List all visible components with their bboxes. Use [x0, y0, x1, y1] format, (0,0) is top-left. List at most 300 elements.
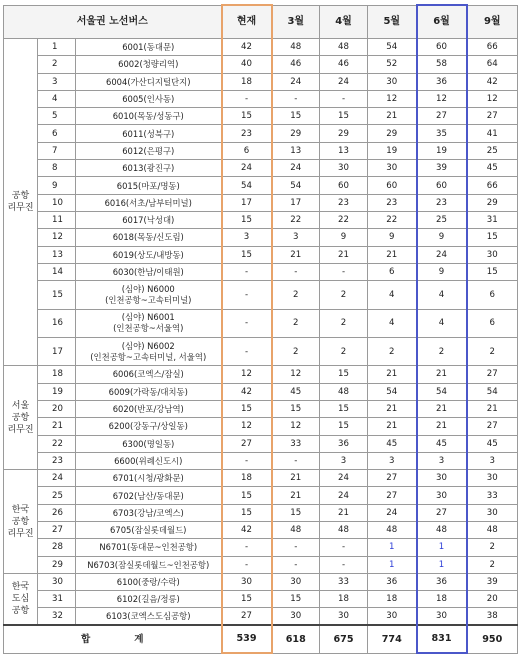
cell-value: 21: [272, 470, 320, 487]
group-label: 공항 리무진: [4, 39, 38, 366]
cell-value: 30: [467, 470, 518, 487]
total-label-text: [81, 635, 144, 645]
cell-value: 23: [320, 194, 368, 211]
cell-value: 48: [272, 39, 320, 56]
table-row: [4, 263, 518, 280]
cell-value: 19: [368, 142, 417, 159]
cell-value: 41: [467, 125, 518, 142]
table-row: [4, 556, 518, 573]
cell-value: 21: [368, 366, 417, 383]
cell-value: 33: [320, 573, 368, 590]
cell-value: 21: [417, 418, 467, 435]
cell-value: 60: [368, 177, 417, 194]
table-row: [4, 452, 518, 469]
cell-value: 12: [272, 366, 320, 383]
cell-value: 42: [222, 383, 272, 400]
cell-value: 52: [368, 56, 417, 73]
cell-value: 3: [467, 452, 518, 469]
table-row: [4, 366, 518, 383]
cell-value: 15: [222, 246, 272, 263]
cell-value: -: [320, 90, 368, 107]
cell-value: 48: [467, 522, 518, 539]
route-name: 6015(마포/명동): [76, 177, 222, 194]
table-row: [4, 56, 518, 73]
table-row: [4, 160, 518, 177]
cell-value: 9: [320, 229, 368, 246]
route-name: 6002(청량리역): [76, 56, 222, 73]
total-label: [4, 625, 222, 653]
header-row: [4, 5, 518, 39]
cell-value: 33: [272, 435, 320, 452]
table-row: [4, 383, 518, 400]
cell-value: 2: [320, 281, 368, 309]
route-name: 6001(동대문): [76, 39, 222, 56]
table-row: [4, 522, 518, 539]
route-name: 6020(반포/강남역): [76, 400, 222, 417]
cell-value: 39: [467, 573, 518, 590]
cell-value: 45: [272, 383, 320, 400]
cell-value: 54: [368, 39, 417, 56]
cell-value: 30: [272, 608, 320, 625]
cell-value: 1: [368, 556, 417, 573]
route-name: 6005(인사동): [76, 90, 222, 107]
total-jun: 831: [417, 625, 467, 653]
route-name: N6701(동대문~인천공항): [76, 539, 222, 556]
total-label-char: 계: [134, 633, 144, 645]
cell-value: 1: [417, 556, 467, 573]
header-col-apr: 4월: [320, 5, 368, 39]
cell-value: 6: [222, 142, 272, 159]
row-number: 17: [38, 337, 76, 365]
cell-value: 54: [272, 177, 320, 194]
cell-value: 33: [467, 487, 518, 504]
cell-value: -: [320, 539, 368, 556]
cell-value: 24: [272, 160, 320, 177]
cell-value: -: [222, 263, 272, 280]
table-row: [4, 504, 518, 521]
route-name: 6702(남산/동대문): [76, 487, 222, 504]
cell-value: 27: [368, 487, 417, 504]
route-name: 6103(코엑스도심공항): [76, 608, 222, 625]
row-number: 16: [38, 309, 76, 337]
cell-value: 54: [222, 177, 272, 194]
cell-value: 24: [417, 246, 467, 263]
table-row: [4, 337, 518, 365]
cell-value: 64: [467, 56, 518, 73]
cell-value: 4: [417, 281, 467, 309]
cell-value: 27: [467, 418, 518, 435]
row-number: 29: [38, 556, 76, 573]
cell-value: 9: [368, 229, 417, 246]
route-name: 6701(시청/광화문): [76, 470, 222, 487]
header-col-mar: 3월: [272, 5, 320, 39]
cell-value: 15: [222, 487, 272, 504]
cell-value: 60: [417, 177, 467, 194]
cell-value: 3: [222, 229, 272, 246]
cell-value: 15: [272, 108, 320, 125]
cell-value: 21: [320, 504, 368, 521]
cell-value: 36: [417, 73, 467, 90]
cell-value: 2: [272, 337, 320, 365]
route-name: 6705(잠실롯데월드): [76, 522, 222, 539]
cell-value: 2: [417, 337, 467, 365]
table-row: [4, 39, 518, 56]
row-number: 27: [38, 522, 76, 539]
cell-value: 27: [467, 366, 518, 383]
cell-value: -: [222, 539, 272, 556]
cell-value: 21: [368, 400, 417, 417]
route-name: 6019(상도/내방동): [76, 246, 222, 263]
row-number: 13: [38, 246, 76, 263]
cell-value: 48: [320, 383, 368, 400]
cell-value: 6: [467, 281, 518, 309]
cell-value: 3: [368, 452, 417, 469]
cell-value: 42: [222, 522, 272, 539]
cell-value: 24: [368, 504, 417, 521]
cell-value: 29: [467, 194, 518, 211]
cell-value: 21: [320, 246, 368, 263]
table-row: [4, 573, 518, 590]
table-row: [4, 539, 518, 556]
cell-value: -: [222, 556, 272, 573]
route-name: 6100(중랑/수락): [76, 573, 222, 590]
cell-value: 23: [417, 194, 467, 211]
cell-value: 21: [467, 400, 518, 417]
cell-value: 27: [222, 435, 272, 452]
cell-value: 30: [272, 573, 320, 590]
cell-value: 27: [417, 504, 467, 521]
cell-value: 18: [222, 470, 272, 487]
cell-value: 2: [272, 309, 320, 337]
cell-value: 30: [417, 470, 467, 487]
cell-value: 17: [272, 194, 320, 211]
cell-value: 12: [368, 90, 417, 107]
cell-value: 66: [467, 39, 518, 56]
cell-value: 22: [272, 211, 320, 228]
row-number: 25: [38, 487, 76, 504]
header-title: 서울권 노선버스: [4, 5, 222, 39]
row-number: 14: [38, 263, 76, 280]
header-col-current: 현재: [222, 5, 272, 39]
route-name: 6004(가산디지털단지): [76, 73, 222, 90]
table-row: [4, 229, 518, 246]
row-number: 7: [38, 142, 76, 159]
header-col-jun: 6월: [417, 5, 467, 39]
total-current: 539: [222, 625, 272, 653]
cell-value: 45: [467, 160, 518, 177]
cell-value: 48: [272, 522, 320, 539]
row-number: 18: [38, 366, 76, 383]
table-row: [4, 435, 518, 452]
cell-value: 36: [368, 573, 417, 590]
cell-value: 18: [368, 591, 417, 608]
route-name: 6016(서초/남부터미널): [76, 194, 222, 211]
row-number: 23: [38, 452, 76, 469]
cell-value: 25: [467, 142, 518, 159]
cell-value: 45: [467, 435, 518, 452]
cell-value: -: [272, 452, 320, 469]
cell-value: 24: [320, 73, 368, 90]
cell-value: 25: [417, 211, 467, 228]
cell-value: 27: [368, 470, 417, 487]
cell-value: 45: [368, 435, 417, 452]
total-label-char: 합: [80, 633, 91, 645]
cell-value: -: [222, 90, 272, 107]
cell-value: 2: [368, 337, 417, 365]
cell-value: -: [320, 556, 368, 573]
cell-value: 17: [222, 194, 272, 211]
total-apr: 675: [320, 625, 368, 653]
cell-value: 35: [417, 125, 467, 142]
total-may: 774: [368, 625, 417, 653]
cell-value: -: [222, 452, 272, 469]
cell-value: 2: [320, 337, 368, 365]
cell-value: 12: [467, 90, 518, 107]
cell-value: 40: [222, 56, 272, 73]
table-row: [4, 177, 518, 194]
route-name: (심야) N6002 (인천공항~고속터미널, 서울역): [76, 337, 222, 365]
cell-value: 48: [320, 522, 368, 539]
cell-value: 24: [272, 73, 320, 90]
cell-value: 30: [320, 608, 368, 625]
cell-value: 30: [467, 246, 518, 263]
row-number: 32: [38, 608, 76, 625]
cell-value: 66: [467, 177, 518, 194]
route-name: 6018(목동/신도림): [76, 229, 222, 246]
cell-value: 19: [417, 142, 467, 159]
cell-value: 13: [272, 142, 320, 159]
cell-value: 24: [222, 160, 272, 177]
cell-value: 36: [417, 573, 467, 590]
table-body: [4, 39, 518, 626]
cell-value: 48: [320, 39, 368, 56]
route-name: 6013(광진구): [76, 160, 222, 177]
table-row: [4, 281, 518, 309]
cell-value: 12: [272, 418, 320, 435]
route-name: 6102(길음/정릉): [76, 591, 222, 608]
route-name: 6012(은평구): [76, 142, 222, 159]
row-number: 15: [38, 281, 76, 309]
cell-value: 18: [320, 591, 368, 608]
cell-value: 21: [368, 418, 417, 435]
cell-value: 1: [417, 539, 467, 556]
row-number: 9: [38, 177, 76, 194]
cell-value: 15: [222, 211, 272, 228]
cell-value: 46: [272, 56, 320, 73]
cell-value: 6: [467, 309, 518, 337]
cell-value: 21: [417, 400, 467, 417]
cell-value: 21: [417, 366, 467, 383]
total-row: [4, 625, 518, 653]
cell-value: 15: [272, 504, 320, 521]
cell-value: 48: [368, 522, 417, 539]
cell-value: 18: [417, 591, 467, 608]
header-col-sep: 9월: [467, 5, 518, 39]
table-row: [4, 418, 518, 435]
cell-value: 2: [467, 539, 518, 556]
cell-value: -: [222, 337, 272, 365]
row-number: 3: [38, 73, 76, 90]
cell-value: 2: [272, 281, 320, 309]
table-row: [4, 125, 518, 142]
route-name: 6006(코엑스/잠실): [76, 366, 222, 383]
cell-value: 2: [320, 309, 368, 337]
row-number: 28: [38, 539, 76, 556]
cell-value: 2: [467, 337, 518, 365]
row-number: 22: [38, 435, 76, 452]
row-number: 20: [38, 400, 76, 417]
cell-value: 30: [368, 73, 417, 90]
cell-value: 60: [417, 39, 467, 56]
table-row: [4, 591, 518, 608]
cell-value: 4: [368, 309, 417, 337]
cell-value: 30: [368, 608, 417, 625]
cell-value: 21: [368, 108, 417, 125]
cell-value: 15: [320, 418, 368, 435]
cell-value: 15: [222, 504, 272, 521]
group-label: 한국 공항 리무진: [4, 470, 38, 574]
cell-value: 38: [467, 608, 518, 625]
cell-value: 15: [320, 366, 368, 383]
route-name: N6703(잠실롯데월드~인천공항): [76, 556, 222, 573]
cell-value: 54: [368, 383, 417, 400]
row-number: 5: [38, 108, 76, 125]
cell-value: 30: [417, 487, 467, 504]
cell-value: 36: [320, 435, 368, 452]
cell-value: 12: [417, 90, 467, 107]
cell-value: 24: [320, 470, 368, 487]
cell-value: 58: [417, 56, 467, 73]
cell-value: 3: [417, 452, 467, 469]
cell-value: 9: [417, 263, 467, 280]
cell-value: 15: [222, 400, 272, 417]
table-row: [4, 108, 518, 125]
route-name: 6011(성북구): [76, 125, 222, 142]
cell-value: 45: [417, 435, 467, 452]
cell-value: 24: [320, 487, 368, 504]
cell-value: 30: [417, 608, 467, 625]
cell-value: 23: [368, 194, 417, 211]
cell-value: 22: [320, 211, 368, 228]
cell-value: 30: [467, 504, 518, 521]
route-name: 6010(목동/성동구): [76, 108, 222, 125]
row-number: 2: [38, 56, 76, 73]
bus-route-table: [3, 4, 518, 654]
cell-value: 9: [417, 229, 467, 246]
cell-value: 2: [467, 556, 518, 573]
row-number: 12: [38, 229, 76, 246]
cell-value: 4: [417, 309, 467, 337]
table-row: [4, 194, 518, 211]
row-number: 21: [38, 418, 76, 435]
cell-value: 21: [368, 246, 417, 263]
cell-value: 39: [417, 160, 467, 177]
table-row: [4, 211, 518, 228]
route-name: 6600(위례신도시): [76, 452, 222, 469]
table-row: [4, 309, 518, 337]
row-number: 1: [38, 39, 76, 56]
row-number: 8: [38, 160, 76, 177]
cell-value: 42: [467, 73, 518, 90]
cell-value: 21: [272, 246, 320, 263]
table-row: [4, 608, 518, 625]
cell-value: 22: [368, 211, 417, 228]
cell-value: 30: [222, 573, 272, 590]
cell-value: 60: [320, 177, 368, 194]
route-name: 6200(강동구/상일동): [76, 418, 222, 435]
cell-value: 15: [320, 108, 368, 125]
row-number: 31: [38, 591, 76, 608]
table-row: [4, 90, 518, 107]
cell-value: 30: [368, 160, 417, 177]
group-label: 서울 공항 리무진: [4, 366, 38, 470]
header-col-may: 5월: [368, 5, 417, 39]
cell-value: 15: [272, 400, 320, 417]
cell-value: 29: [272, 125, 320, 142]
row-number: 6: [38, 125, 76, 142]
cell-value: -: [272, 556, 320, 573]
row-number: 10: [38, 194, 76, 211]
cell-value: 1: [368, 539, 417, 556]
route-name: (심야) N6001 (인천공항~서울역): [76, 309, 222, 337]
cell-value: 15: [222, 591, 272, 608]
route-name: (심야) N6000 (인천공항~고속터미널): [76, 281, 222, 309]
cell-value: 15: [467, 263, 518, 280]
cell-value: -: [272, 90, 320, 107]
table-row: [4, 400, 518, 417]
group-label: 한국 도심 공항: [4, 573, 38, 625]
cell-value: 54: [417, 383, 467, 400]
total-sep: 950: [467, 625, 518, 653]
route-name: 6703(강남/코엑스): [76, 504, 222, 521]
cell-value: 15: [467, 229, 518, 246]
table-row: [4, 470, 518, 487]
route-name: 6030(한남/이태원): [76, 263, 222, 280]
cell-value: 54: [467, 383, 518, 400]
cell-value: 48: [417, 522, 467, 539]
cell-value: 15: [222, 108, 272, 125]
cell-value: 3: [320, 452, 368, 469]
cell-value: 3: [272, 229, 320, 246]
cell-value: 18: [222, 73, 272, 90]
cell-value: 29: [320, 125, 368, 142]
table-row: [4, 142, 518, 159]
row-number: 30: [38, 573, 76, 590]
route-name: 6300(명일동): [76, 435, 222, 452]
total-mar: 618: [272, 625, 320, 653]
row-number: 4: [38, 90, 76, 107]
cell-value: -: [320, 263, 368, 280]
cell-value: 12: [222, 366, 272, 383]
row-number: 24: [38, 470, 76, 487]
cell-value: 42: [222, 39, 272, 56]
cell-value: 23: [222, 125, 272, 142]
row-number: 26: [38, 504, 76, 521]
cell-value: 15: [272, 591, 320, 608]
cell-value: 4: [368, 281, 417, 309]
cell-value: -: [222, 309, 272, 337]
row-number: 11: [38, 211, 76, 228]
table-row: [4, 487, 518, 504]
cell-value: 27: [417, 108, 467, 125]
cell-value: 12: [222, 418, 272, 435]
cell-value: 13: [320, 142, 368, 159]
cell-value: -: [222, 281, 272, 309]
cell-value: 31: [467, 211, 518, 228]
route-name: 6017(낙성대): [76, 211, 222, 228]
table-row: [4, 246, 518, 263]
cell-value: 6: [368, 263, 417, 280]
